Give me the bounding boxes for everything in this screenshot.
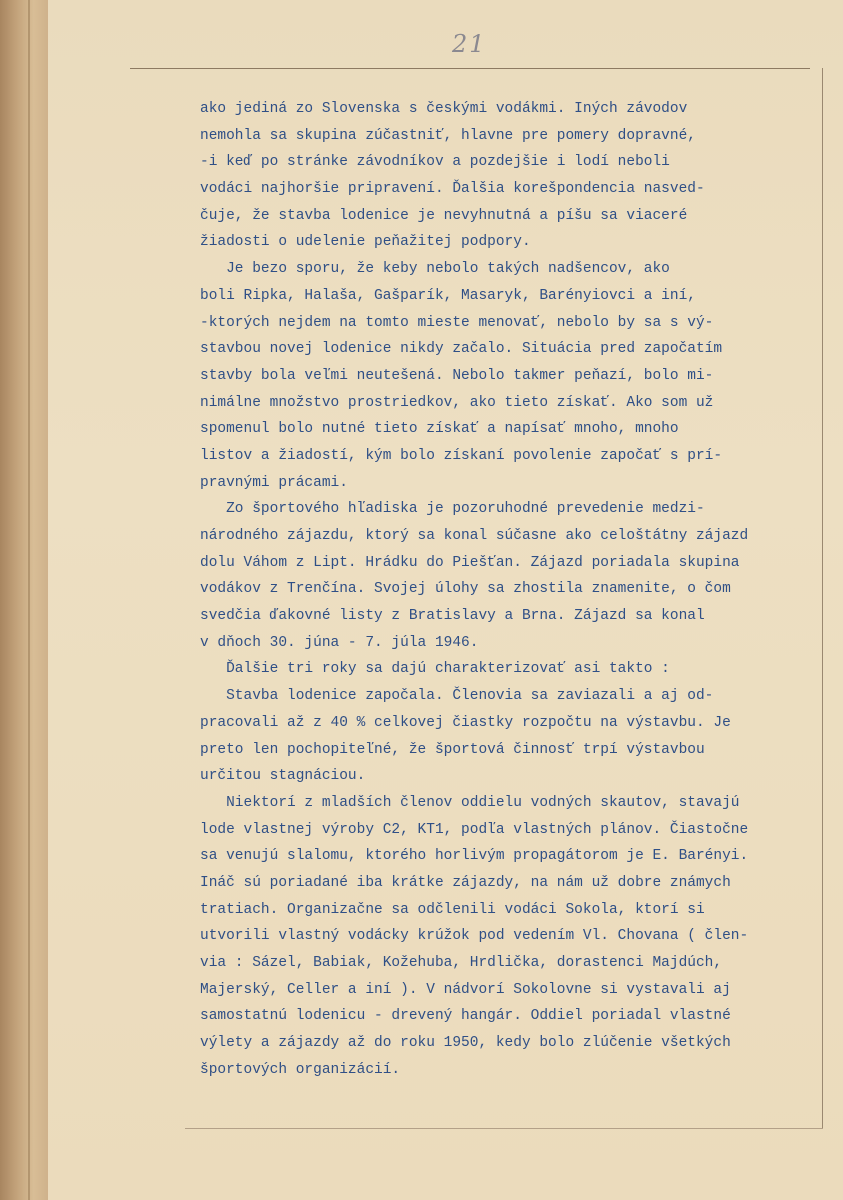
text-line: stavby bola veľmi neutešená. Nebolo takmer peňazí, bolo mi- (200, 367, 714, 384)
text-line: lode vlastnej výroby C2, KT1, podľa vlastných plánov. Čiastočne (200, 821, 749, 838)
text-line: pracovali až z 40 % celkovej čiastky rozpočtu na výstavbu. Je (200, 714, 731, 731)
text-line: nimálne množstvo prostriedkov, ako tieto získať. Ako som už (200, 394, 714, 411)
text-line: Stavba lodenice započala. Členovia sa zaviazali a aj od- (200, 688, 714, 705)
text-line: Je bezo sporu, že keby nebolo takých nadšencov, ako (200, 261, 670, 278)
text-line: národného zájazdu, ktorý sa konal súčasne ako celoštátny zájazd (200, 528, 749, 544)
text-line: utvorili vlastný vodácky krúžok pod vedením Vl. Chovana ( člen- (200, 928, 749, 945)
text-line: vodákov z Trenčína. Svojej úlohy sa zhostila znamenite, o čom (200, 581, 731, 598)
text-line: dolu Váhom z Lipt. Hrádku do Piešťan. Zájazd poriadala skupina (200, 554, 740, 571)
text-line: ako jediná zo Slovenska s českými vodákmi. Iných závodov (200, 101, 688, 117)
text-line: nemohla sa skupina zúčastniť, hlavne pre pomery dopravné, (200, 127, 696, 144)
text-line: preto len pochopiteľné, že športová činnosť trpí výstavbou (200, 741, 705, 758)
text-line: Ináč sú poriadané iba krátke zájazdy, na nám už dobre známych (200, 874, 731, 891)
text-line: určitou stagnáciou. (200, 768, 366, 785)
text-line: svedčia ďakovné listy z Bratislavy a Brna. Zájazd sa konal (200, 608, 705, 625)
text-line: v dňoch 30. júna - 7. júla 1946. (200, 634, 479, 651)
text-line: čuje, že stavba lodenice je nevyhnutná a píšu sa viaceré (200, 207, 688, 224)
text-line: boli Ripka, Halaša, Gašparík, Masaryk, Barényiovci a iní, (200, 287, 696, 304)
text-line: pravnými prácami. (200, 474, 348, 491)
text-line: stavbou novej lodenice nikdy začalo. Situácia pred započatím (200, 341, 723, 358)
text-line: vodáci najhoršie pripravení. Ďalšia korešpondencia nasved- (200, 181, 705, 198)
adjacent-page-edge (0, 0, 48, 1200)
text-line: spomenul bolo nutné tieto získať a napísať mnoho, mnoho (200, 421, 679, 438)
text-line: výlety a zájazdy až do roku 1950, kedy bolo zlúčenie všetkých (200, 1035, 731, 1052)
page-frame-right-line (822, 68, 823, 1128)
text-line: -i keď po stránke závodníkov a pozdejšie i lodí neboli (200, 154, 670, 171)
text-line: tratiach. Organizačne sa odčlenili vodáci Sokola, ktorí si (200, 901, 705, 918)
text-line: Majerský, Celler a iní ). V nádvorí Sokolovne si vystavali aj (200, 981, 731, 998)
text-line: športových organizácií. (200, 1061, 401, 1078)
text-line: Niektorí z mladších členov oddielu vodných skautov, stavajú (200, 794, 740, 811)
text-line: listov a žiadostí, kým bolo získaní povolenie započať s prí- (200, 447, 723, 464)
page-frame-bottom-line (185, 1128, 823, 1129)
text-line: Ďalšie tri roky sa dajú charakterizovať asi takto : (200, 661, 670, 678)
text-line: -ktorých nejdem na tomto mieste menovať, nebolo by sa s vý- (200, 314, 714, 331)
text-line: via : Sázel, Babiak, Kožehuba, Hrdlička, dorastenci Majdúch, (200, 955, 723, 971)
text-line: žiadosti o udelenie peňažitej podpory. (200, 234, 531, 251)
text-line: Zo športového hľadiska je pozoruhodné prevedenie medzi- (200, 501, 705, 518)
typewritten-text-body (200, 96, 800, 1083)
handwritten-page-number: 21 (452, 30, 487, 58)
text-line: samostatnú lodenicu - drevený hangár. Oddiel poriadal vlastné (200, 1008, 731, 1025)
binding-crease (28, 0, 30, 1200)
page-frame-top-line (130, 68, 810, 69)
text-line: sa venujú slalomu, ktorého horlivým propagátorom je E. Barényi. (200, 848, 749, 865)
